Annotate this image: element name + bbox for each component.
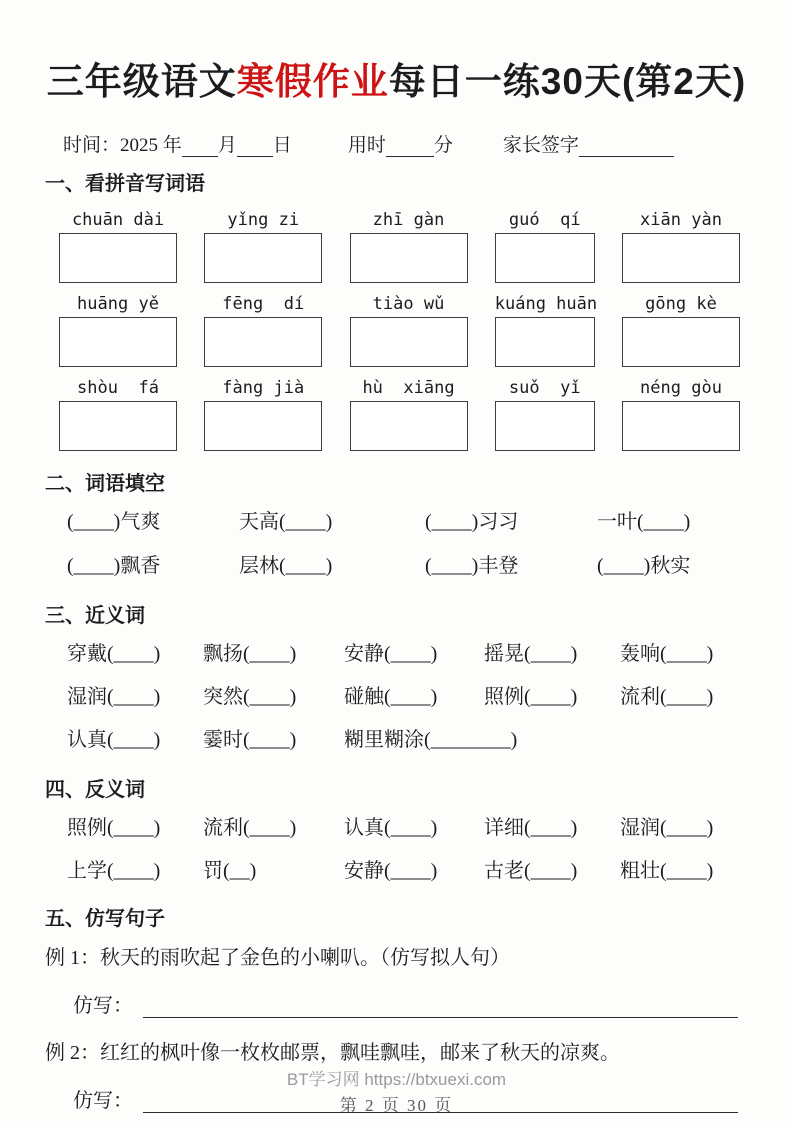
day-blank[interactable] (237, 137, 273, 157)
synonym-item: 轰响(____) (620, 642, 714, 665)
duration-label: 用时 (347, 134, 386, 156)
fill-item: 天高(____) (239, 510, 333, 533)
month-blank[interactable] (182, 137, 218, 157)
signature-blank[interactable] (579, 137, 674, 157)
antonym-item: 照例(____) (67, 816, 161, 839)
antonym-item: 流利(____) (203, 816, 297, 839)
pinyin-cell (59, 294, 177, 367)
answer-box[interactable] (495, 233, 595, 283)
pinyin-label: yǐng zi (227, 209, 300, 230)
word-fill-grid (67, 509, 748, 579)
synonym-item: 碰触(____) (344, 685, 438, 708)
signature-label: 家长签字 (502, 134, 579, 156)
fill-item: (____)气爽 (67, 510, 161, 533)
example-sentence-1: 例 1：秋天的雨吹起了金色的小喇叭。（仿写拟人句） (45, 946, 510, 969)
synonym-item: 认真(____) (67, 728, 161, 751)
pinyin-label: guó qí (508, 209, 581, 230)
pinyin-cell (622, 210, 740, 283)
antonym-item: 上学(____) (67, 859, 161, 882)
antonym-grid (67, 815, 748, 884)
antonym-item: 湿润(____) (620, 816, 714, 839)
minutes-blank[interactable] (386, 137, 434, 157)
pinyin-label: néng gòu (640, 377, 722, 398)
pinyin-row (59, 294, 740, 367)
pinyin-row (59, 210, 740, 283)
synonym-item: 安静(____) (344, 642, 438, 665)
pinyin-cell (495, 378, 595, 451)
synonym-item: 突然(____) (203, 685, 297, 708)
copy-label: 仿写： (73, 994, 133, 1017)
pinyin-label: fēng dí (222, 293, 305, 314)
answer-box[interactable] (622, 317, 740, 367)
pinyin-label: tiào wǔ (372, 293, 445, 314)
answer-box[interactable] (495, 317, 595, 367)
pinyin-label: fàng jià (222, 377, 305, 398)
page-number: 第 2 页 30 页 (339, 1096, 454, 1115)
example-sentence-2: 例 2：红红的枫叶像一枚枚邮票，飘哇飘哇，邮来了秋天的凉爽。 (45, 1041, 620, 1064)
fill-item: (____)秋实 (597, 554, 691, 577)
fill-item: 一叶(____) (597, 510, 691, 533)
pinyin-label: chuān dài (71, 209, 165, 230)
synonym-item: 糊里糊涂(________) (344, 728, 518, 751)
time-label: 时间： (63, 134, 121, 156)
pinyin-cell (204, 210, 322, 283)
page-title (45, 59, 748, 105)
pinyin-label: hù xiāng (362, 377, 455, 398)
pinyin-label: huāng yě (77, 293, 159, 314)
pinyin-row (59, 378, 740, 451)
antonym-item: 罚(__) (203, 859, 257, 882)
day-label: 日 (272, 134, 292, 156)
source-site: BT学习网 https://btxuexi.com (286, 1070, 507, 1089)
answer-line[interactable] (143, 995, 738, 1018)
pinyin-cell (350, 210, 468, 283)
title-highlight: 寒假作业 (236, 60, 389, 102)
pinyin-label: kuáng huān (494, 293, 598, 314)
section5-heading: 五、仿写句子 (45, 907, 165, 930)
antonym-item: 粗壮(____) (620, 859, 714, 882)
pinyin-label: shòu fá (77, 377, 159, 398)
antonym-item: 认真(____) (344, 816, 438, 839)
section1-heading: 一、看拼音写词语 (45, 172, 205, 195)
info-line (63, 130, 748, 157)
answer-box[interactable] (59, 233, 177, 283)
answer-box[interactable] (59, 317, 177, 367)
synonym-item: 照例(____) (484, 685, 578, 708)
year-label: 2025 年 (120, 134, 182, 156)
synonym-item: 摇晃(____) (484, 642, 578, 665)
title-part2: 每日一练30天(第2天) (388, 60, 747, 102)
pinyin-label: suǒ yǐ (508, 377, 581, 398)
fill-item: (____)丰登 (425, 554, 519, 577)
copy-line-1 (73, 989, 738, 1018)
pinyin-cell (494, 293, 598, 367)
pinyin-cell (350, 294, 468, 367)
antonym-item: 详细(____) (484, 816, 578, 839)
answer-box[interactable] (204, 401, 322, 451)
pinyin-grid (59, 210, 740, 451)
pinyin-cell (622, 294, 740, 367)
answer-box[interactable] (350, 317, 468, 367)
antonym-item: 古老(____) (484, 859, 578, 882)
synonym-grid (67, 641, 748, 753)
answer-box[interactable] (622, 233, 740, 283)
pinyin-cell (59, 378, 177, 451)
answer-box[interactable] (204, 233, 322, 283)
synonym-item: 霎时(____) (203, 728, 297, 751)
pinyin-label: xiān yàn (640, 209, 722, 230)
synonym-item: 流利(____) (620, 685, 714, 708)
answer-box[interactable] (350, 401, 468, 451)
answer-box[interactable] (204, 317, 322, 367)
page-footer (0, 1065, 793, 1116)
section3-heading: 三、近义词 (45, 604, 145, 627)
answer-box[interactable] (495, 401, 595, 451)
minute-label: 分 (433, 134, 453, 156)
fill-item: (____)习习 (425, 510, 519, 533)
title-part1: 三年级语文 (46, 60, 237, 102)
synonym-item: 穿戴(____) (67, 642, 161, 665)
answer-box[interactable] (622, 401, 740, 451)
pinyin-cell (350, 378, 468, 451)
synonym-item: 湿润(____) (67, 685, 161, 708)
fill-item: (____)飘香 (67, 554, 161, 577)
section2-heading: 二、词语填空 (45, 472, 165, 495)
section4-heading: 四、反义词 (45, 778, 145, 801)
answer-box[interactable] (350, 233, 468, 283)
pinyin-label: gōng kè (645, 293, 717, 314)
month-label: 月 (217, 134, 237, 156)
answer-box[interactable] (59, 401, 177, 451)
pinyin-cell (622, 378, 740, 451)
copy-label: 仿写： (73, 1089, 133, 1112)
antonym-item: 安静(____) (344, 859, 438, 882)
pinyin-cell (204, 378, 322, 451)
synonym-item: 飘扬(____) (203, 642, 297, 665)
pinyin-cell (204, 294, 322, 367)
pinyin-label: zhī gàn (372, 209, 445, 230)
pinyin-cell (495, 210, 595, 283)
pinyin-cell (59, 210, 177, 283)
fill-item: 层林(____) (239, 554, 333, 577)
